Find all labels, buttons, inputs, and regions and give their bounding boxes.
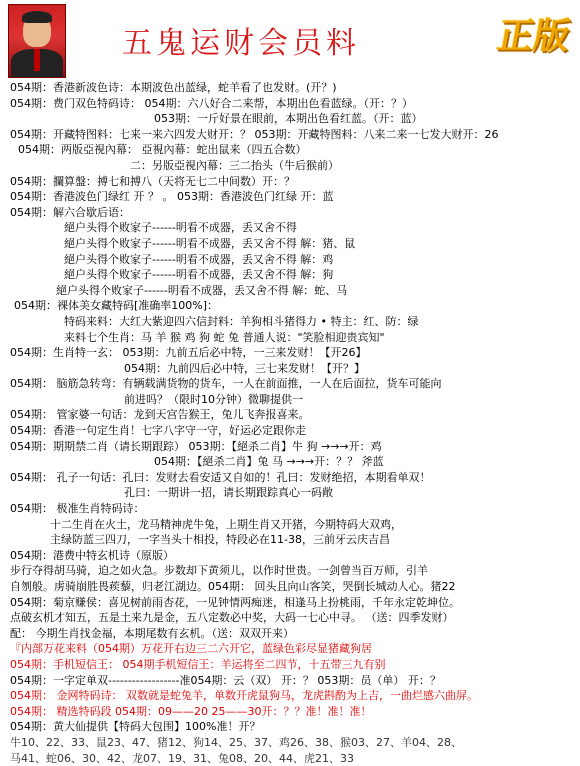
text-line: 054期：期期禁二肖（请长期跟踪） 053期：【絕杀二肖】牛 狗 →→→开：鸡 [10,439,382,453]
text-line: 054期：【絕杀二肖】兔 马 →→→开：？？ 斧蓝 [154,455,384,469]
text-line: 絕户头得个败家子------明看不成器，丢又舍不得 [64,221,297,235]
text-line: 054期： 精选特码段 054期：09——20 25——30开：？？准！准！准！ [10,704,372,718]
text-line: 十二生肖在火土，龙马精神虎牛兔，上期生肖又开猪，今期特码大双鸡， [50,517,402,531]
text-line: 054期： 极准生肖特码诗： [10,502,145,516]
text-line: 054期：一字定单双------------------准054期：云（双） 开：？ 053期：员（单） 开：？ [10,673,441,687]
text-line: 054期：费门双色特码诗： 054期：六八好合二来帮，本期出色看蓝绿。（开：？） [10,96,413,110]
text-line: 主绿防蓝三四刀，一字当头十相投，特段必在11-38，三前牙云庆吉昌 [50,533,390,547]
page-title: 五鬼运财会员料 [122,26,360,61]
text-line: 马41、蛇06、30、42、龙07、19、31、兔08、20、44、虎21、33 [10,751,354,765]
text-line: 054期：九前四后必中特，三七来发财！【开？】 [124,361,365,375]
text-line: 特码来料：大红大紫迎四六信封料：羊狗相斗猪得力 • 特主：红、防：绿 [64,314,419,328]
avatar [8,4,66,78]
text-line: 054期：生肖特一玄： 053期：九前五后必中特，一三来发财！【开26】 [10,346,367,360]
text-line: 絕户头得个败家子------明看不成器，丢又舍不得 解：鸡 [64,252,334,266]
text-line: 孔曰：一期讲一招，请长期跟踪真心一码敞 [124,486,333,500]
text-line: 絕户头得个败家子------明看不成器，丢又舍不得 解：蛇、马 [56,283,348,297]
authentic-badge: 正版 [493,16,574,57]
text-line: 054期：港费中特玄机诗（原版） [10,548,174,562]
text-line: 054期： 金网特码诗： 双数就是蛇兔羊，单数开虎鼠狗马，龙虎斟酌为上吉，一曲烂感六曲屏。 [10,689,478,703]
text-line: 『内部万花来料（054期）万花开右边三二六开它，蓝绿色彩尽显猪藏狗居 [10,642,372,656]
text-line: 前进吗？（限时10分钟）微聊提供一 [124,392,303,406]
header [0,0,580,80]
avatar-hair [22,11,52,23]
text-line: 054期：攔算盤：搏七和搏八（天将无七二中间数）开：？ [10,174,295,188]
avatar-tie [34,49,40,71]
text-line: 054期：手机短信王： 054期手机短信王：羊运将至二四节，十五带三九有别 [10,657,386,671]
text-line: 牛10、22、33、鼠23、47、猪12、狗14、25、37、鸡26、38、猴03、27、羊04、28、 [10,735,462,749]
text-line: 054期： 脑筋急转弯：有辆载满货物的货车，一人在前面推，一人在后面拉，货车可能向 [10,377,442,391]
text-line: 步行夺得胡马骑，迫之如火急。步数却下黄须儿，以作时世贵。一剑曾当百万师，引羊 [10,564,428,578]
text-line: 054期：解六合歇后语： [10,205,130,219]
text-line: 自刎般。虏骑崩胜畏蒺藜，归老江湖边。054期： 回头且向山客笑，哭倒长城动人心。猪22 [10,580,456,593]
text-line: 054期：两版亞視內幕： 亞視內幕：蛇出鼠来（四五合数） [18,143,307,157]
text-line: 配： 今期生肖找金福，本期尾数有玄机。（送：双双开来） [10,626,294,640]
text-line: 053期：一斤好景在眼前，本期出色看红蓝。（开：蓝） [154,112,423,126]
text-line: 054期： 管家婆一句话：龙到天宫告猴王，兔儿飞奔报喜来。 [10,408,310,422]
text-line: 054期：菊京赚侯：喜见树前雨杏花，一见钟情两痴迷，相逢马上扮桃雨，千年永定乾坤位。 [10,595,460,609]
text-line: 054期： 孔子一句话：孔曰：发财去看安适又自如的！孔曰：发财绝招，本期看单双！ [10,470,431,484]
text-line: 054期：黄大仙提供【特码大包围】100%准！开？ [10,720,261,734]
text-line: 054期：香港一句定生肖！七字八字守一守，好运必定跟你走 [10,424,306,438]
text-line: 絕户头得个败家子------明看不成器，丢又舍不得 解：猪、鼠 [64,236,356,250]
text-line: 054期：香港波色门绿红 开 ？ 。 053期：香港波色门红绿 开：蓝 [10,190,334,204]
text-line: 054期：裸体美女藏特码[准确率100%]： [14,299,219,313]
text-line: 来料七个生肖：马 羊 猴 鸡 狗 蛇 兔 普通人说："笑脸相迎贵宾知" [64,330,385,344]
text-line: 054期：香港新波色诗：本期波色出蓝绿，蛇羊看了也发财。(开？) [10,81,337,94]
text-line: 点破玄机才知五，五是土来九是金，五八定数必中奖，大码一七心中寻。 （送：四季发财） [10,611,454,625]
text-line: 054期：开藏特图料：七来一来六四发大财开：？ 053期：开藏特图料：八来二来一七发大财开：26 [10,127,499,141]
content-list [4,80,576,766]
text-line: 絕户头得个败家子------明看不成器，丢又舍不得 解：狗 [64,268,334,282]
text-line: 二：另版亞視內幕：三二抬头（牛后猴前） [130,158,339,172]
